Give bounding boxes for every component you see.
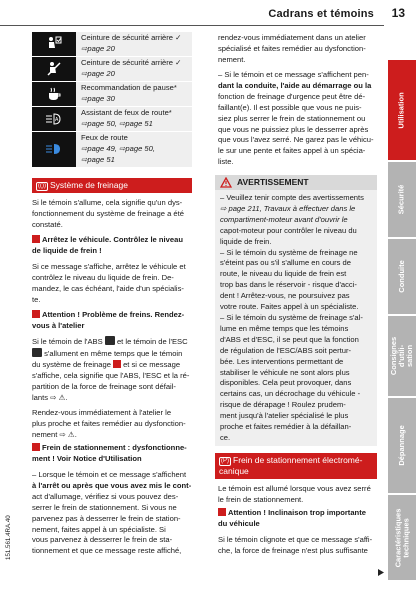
section-heading-braking: (()) Système de freinage [32, 178, 192, 193]
next-page-arrow-icon [378, 569, 384, 576]
message-heading: Arrêtez le véhicule. Contrôlez le niveau de liquide de frein ! [32, 235, 183, 255]
warning-square-icon [32, 235, 40, 243]
seatbelt-rear-crossed-icon [32, 57, 76, 81]
table-row [32, 57, 192, 82]
paragraph: Si le témoin clignote et que ce message s'affi- che, la force de freinage n'est plus suffisante [218, 535, 373, 555]
message-heading: Attention ! Inclinaison trop importante du véhicule [218, 508, 366, 528]
bullet-list: – Si le témoin et ce message s'affichent pen- dant la conduite, l'aide au démarrage ou la fonction de freinage d'urgence peut être dé- faillant(e). Il est possible que vous ne puis- siez plus serrer le frein de stationnement ou que vous ne puissiez plus le desserrer après que vous l'avez serré. Ne garez pas le véhicu- le sur une pente et faites appel à un spécia- liste. [218, 70, 374, 167]
table-row [32, 82, 192, 107]
page-header-title: Cadrans et témoins [268, 8, 374, 20]
indicator-table [32, 32, 192, 168]
section-heading-parking-brake: (P) Frein de stationnement électromé- canique [215, 453, 377, 479]
tab-depannage[interactable]: Dépannage [388, 398, 416, 493]
tab-securite[interactable]: Sécurité [388, 162, 416, 237]
table-row [32, 107, 192, 132]
paragraph: Si le témoin s'allume, cela signifie qu'un dys- fonctionnement du système de freinage a été constaté. [32, 198, 184, 229]
tab-caracteristiques[interactable]: Caractéristiques techniques [388, 495, 416, 580]
warning-item: – Si le témoin du système de freinage ne s'éteint pas ou s'il s'allume en cours de route, le niveau du liquide de frein est trop bas dans le réservoir - risque d'acci- dent ! Arrêtez-vous, ne poursuivez pas votre route. Faites appel à un spécialiste. [220, 247, 359, 312]
warning-square-icon [32, 310, 40, 318]
message-heading: Frein de stationnement : dysfonctionne- ment ! Voir Notice d'Utilisation [32, 443, 187, 463]
table-row [32, 32, 192, 57]
tab-conduite[interactable]: Conduite [388, 239, 416, 314]
bullet-list: – Lorsque le témoin et ce message s'affichent à l'arrêt ou après que vous avez mis le cont- act d'allumage, vérifiez si vous pouvez des- serrer le frein de stationnement. Si vous ne parvenez pas à desserrer le frein de station- nement, faites appel à un spécialiste. Si vous parvenez à desserrer le frein de sta- tionnement et que ce message reste affiché, [32, 470, 192, 556]
brake-icon [113, 360, 121, 368]
warning-triangle-icon [220, 177, 232, 188]
paragraph: Si le témoin de l'ABS et le témoin de l'ESC s'allument en même temps que le témoin du système de freinage et si ce message s'affiche, cela signifie que l'ABS, l'ESC et la ré- partition de la force de freinage sont défail- lants ⇨ ⚠. [32, 337, 190, 402]
header-rule [0, 25, 384, 26]
brake-warning-icon: (()) [38, 183, 46, 189]
warning-title: AVERTISSEMENT [215, 175, 377, 190]
high-beam-icon [32, 132, 76, 166]
table-row [32, 132, 192, 168]
page-number: 13 [391, 6, 405, 20]
svg-text:A: A [55, 117, 59, 123]
esc-icon [32, 348, 42, 357]
tab-consignes[interactable]: Consignes d'utili-sation [388, 316, 416, 396]
abs-icon [105, 336, 115, 345]
indicator-desc: Assistant de feux de route* ⇨page 50, ⇨page 51 [76, 107, 192, 132]
warning-square-icon [218, 508, 226, 516]
warning-item: – Si le témoin du système de freinage s'al- lume en même temps que les témoins d'ABS et d'ESC, il se peut que la fonction de régulation de l'ESC/ABS soit pertur- bée. Les interventions permettant de stabiliser le véhicule ne sont alors plus disponibles. Cela peut provoquer, dans certains cas, un décrochage du véhicule - risque de dérapage ! Roulez prudem- ment jusqu'à l'atelier spécialisé le plus proche et faites remédier à la défaillan- ce. [220, 312, 363, 442]
indicator-desc: Ceinture de sécurité arrière ✓ ⇨page 20 [76, 57, 192, 82]
paragraph: Rendez-vous immédiatement à l'atelier le plus proche et faites remédier au dysfonction- nement ⇨ ⚠. [32, 408, 186, 439]
parking-brake-icon: (P) [221, 458, 229, 464]
high-beam-assist-icon [32, 107, 76, 131]
indicator-desc: Ceinture de sécurité arrière ✓ ⇨page 20 [76, 32, 192, 57]
indicator-desc: Feux de route ⇨page 49, ⇨page 50, ⇨page 51 [76, 132, 192, 168]
warning-square-icon [32, 443, 40, 451]
document-code: 151.561.4RA.40 [5, 515, 12, 560]
indicator-desc: Recommandation de pause* ⇨page 30 [76, 82, 192, 107]
paragraph: Le témoin est allumé lorsque vous avez serré le frein de stationnement. [218, 484, 371, 504]
warning-item: – Veuillez tenir compte des avertissements ⇨ page 211, Travaux à effectuer dans le compartiment-moteur avant d'ouvrir le capot-moteur pour contrôler le niveau du liquide de frein. [220, 193, 364, 246]
message-heading: Attention ! Problème de freins. Rendez- vous à l'atelier [32, 310, 185, 330]
tab-utilisation[interactable]: Utilisation [388, 60, 416, 160]
paragraph: Si ce message s'affiche, arrêtez le véhicule et contrôlez le niveau du liquide de frein. De- mandez, le cas échéant, l'aide d'un spécialis- te. [32, 262, 186, 304]
seatbelt-rear-icon [32, 32, 76, 56]
coffee-cup-icon [32, 82, 76, 106]
paragraph: rendez-vous immédiatement dans un atelier spécialisé et faites remédier au dysfonction- nement. [218, 33, 366, 64]
warning-box [215, 175, 377, 446]
